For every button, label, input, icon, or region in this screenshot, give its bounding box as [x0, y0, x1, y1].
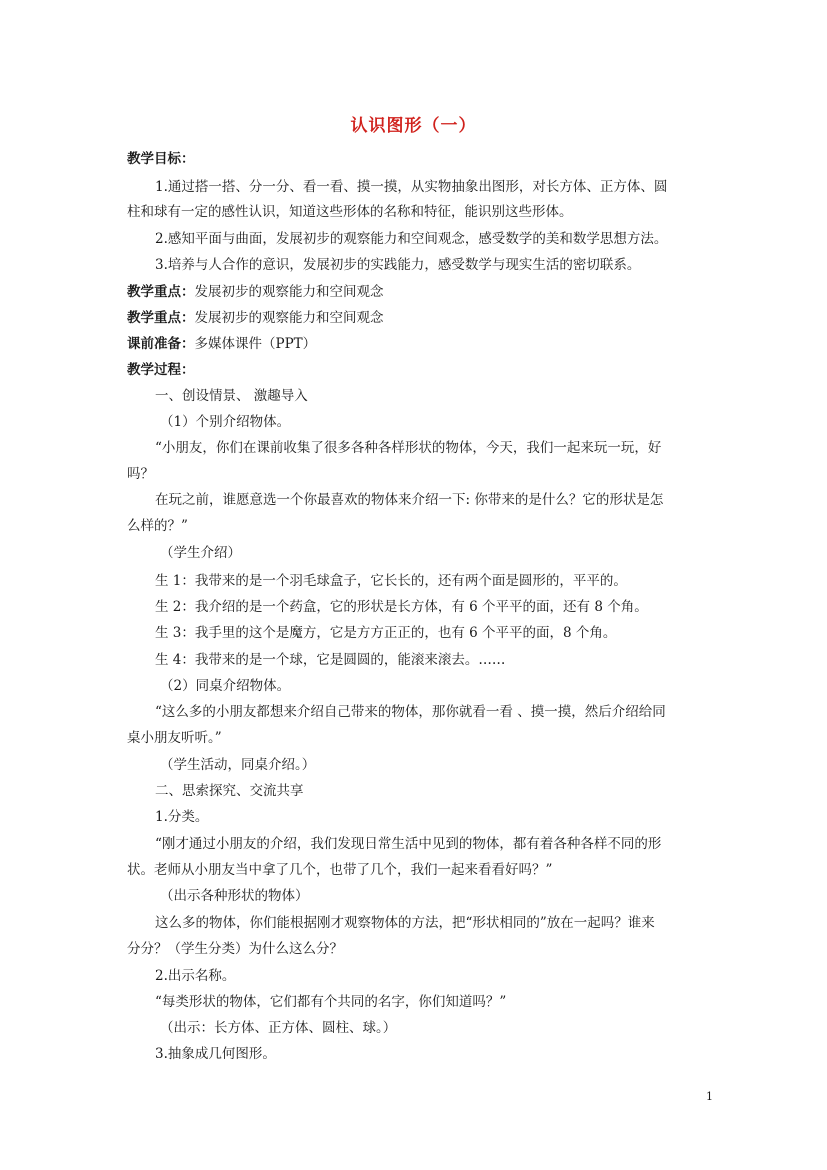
process-line: （学生介绍）: [160, 545, 241, 561]
process-line: （学生活动，同桌介绍。）: [160, 757, 316, 773]
process-line: “小朋友，你们在课前收集了很多各种各样形状的物体，今天，我们一起来玩一玩，好: [155, 440, 662, 456]
key-point-text: 发展初步的观察能力和空间观念: [194, 284, 384, 300]
preparation-text: 多媒体课件（PPT）: [194, 336, 317, 352]
process-line: 二、思索探究、交流共享: [155, 783, 304, 799]
key-point-label: 教学重点：: [127, 310, 195, 326]
process-line: 生 3：我手里的这个是魔方，它是方方正正的，也有 6 个平平的面，8 个角。: [155, 625, 617, 641]
process-line: （出示各种形状的物体）: [160, 888, 309, 904]
process-line: “这么多的小朋友都想来介绍自己带来的物体，那你就看一看 、摸一摸，然后介绍给同: [155, 704, 666, 720]
key-point-text: 发展初步的观察能力和空间观念: [194, 310, 384, 326]
process-line: 在玩之前，谁愿意选一个你最喜欢的物体来介绍一下: 你带来的是什么？它的形状是怎: [155, 492, 664, 508]
process-line: 一、创设情景、 激趣导入: [155, 388, 308, 404]
process-line: “刚才通过小朋友的介绍，我们发现日常生活中见到的物体，都有着各种各样不同的形: [155, 836, 662, 852]
objectives-heading: 教学目标：: [127, 151, 195, 167]
process-line: （2）同桌介绍物体。: [160, 678, 291, 694]
objective-2: 2.感知平面与曲面，发展初步的观察能力和空间观念，感受数学的美和数学思想方法。: [155, 231, 668, 247]
objective-1-line-2: 柱和球有一定的感性认识，知道这些形体的名称和特征，能识别这些形体。: [127, 204, 573, 220]
process-line: （1）个别介绍物体。: [160, 414, 291, 430]
process-line: 状。老师从小朋友当中拿了几个，也带了几个，我们一起来看看好吗？”: [127, 862, 553, 878]
process-line: 2.出示名称。: [155, 968, 236, 984]
process-line: 分分？（学生分类）为什么这么分？: [127, 941, 343, 957]
process-line: 3.抽象成几何图形。: [155, 1046, 276, 1062]
process-line: 生 2：我介绍的是一个药盒，它的形状是长方体，有 6 个平平的面，还有 8 个角。: [155, 599, 648, 615]
process-line: 生 4：我带来的是一个球，它是圆圆的，能滚来滚去。……: [155, 652, 506, 668]
key-point-2: [127, 308, 707, 328]
process-line: 么样的？”: [127, 518, 188, 534]
process-line: 这么多的物体，你们能根据刚才观察物体的方法，把“形状相同的”放在一起吗？谁来: [155, 915, 655, 931]
document-title: 认识图形（一）: [350, 116, 477, 136]
process-line: “每类形状的物体，它们都有个共同的名字，你们知道吗？”: [155, 994, 507, 1010]
process-heading: 教学过程：: [127, 362, 195, 378]
process-line: 生 1：我带来的是一个羽毛球盒子，它长长的，还有两个面是圆形的，平平的。: [155, 573, 627, 589]
process-line: 1.分类。: [155, 809, 209, 825]
preparation-label: 课前准备：: [127, 336, 195, 352]
key-point-label: 教学重点：: [127, 284, 195, 300]
process-line: 吗？: [127, 466, 154, 482]
preparation: [127, 334, 707, 354]
process-line: （出示：长方体、正方体、圆柱、球。）: [160, 1020, 397, 1036]
objective-1-line-1: 1.通过搭一搭、分一分、看一看、摸一摸，从实物抽象出图形，对长方体、正方体、圆: [155, 179, 668, 195]
objective-3: 3.培养与人合作的意识，发展初步的实践能力，感受数学与现实生活的密切联系。: [155, 257, 641, 273]
page-number: 1: [706, 1090, 713, 1103]
process-line: 桌小朋友听听。”: [127, 730, 222, 746]
key-point-1: [127, 282, 707, 302]
